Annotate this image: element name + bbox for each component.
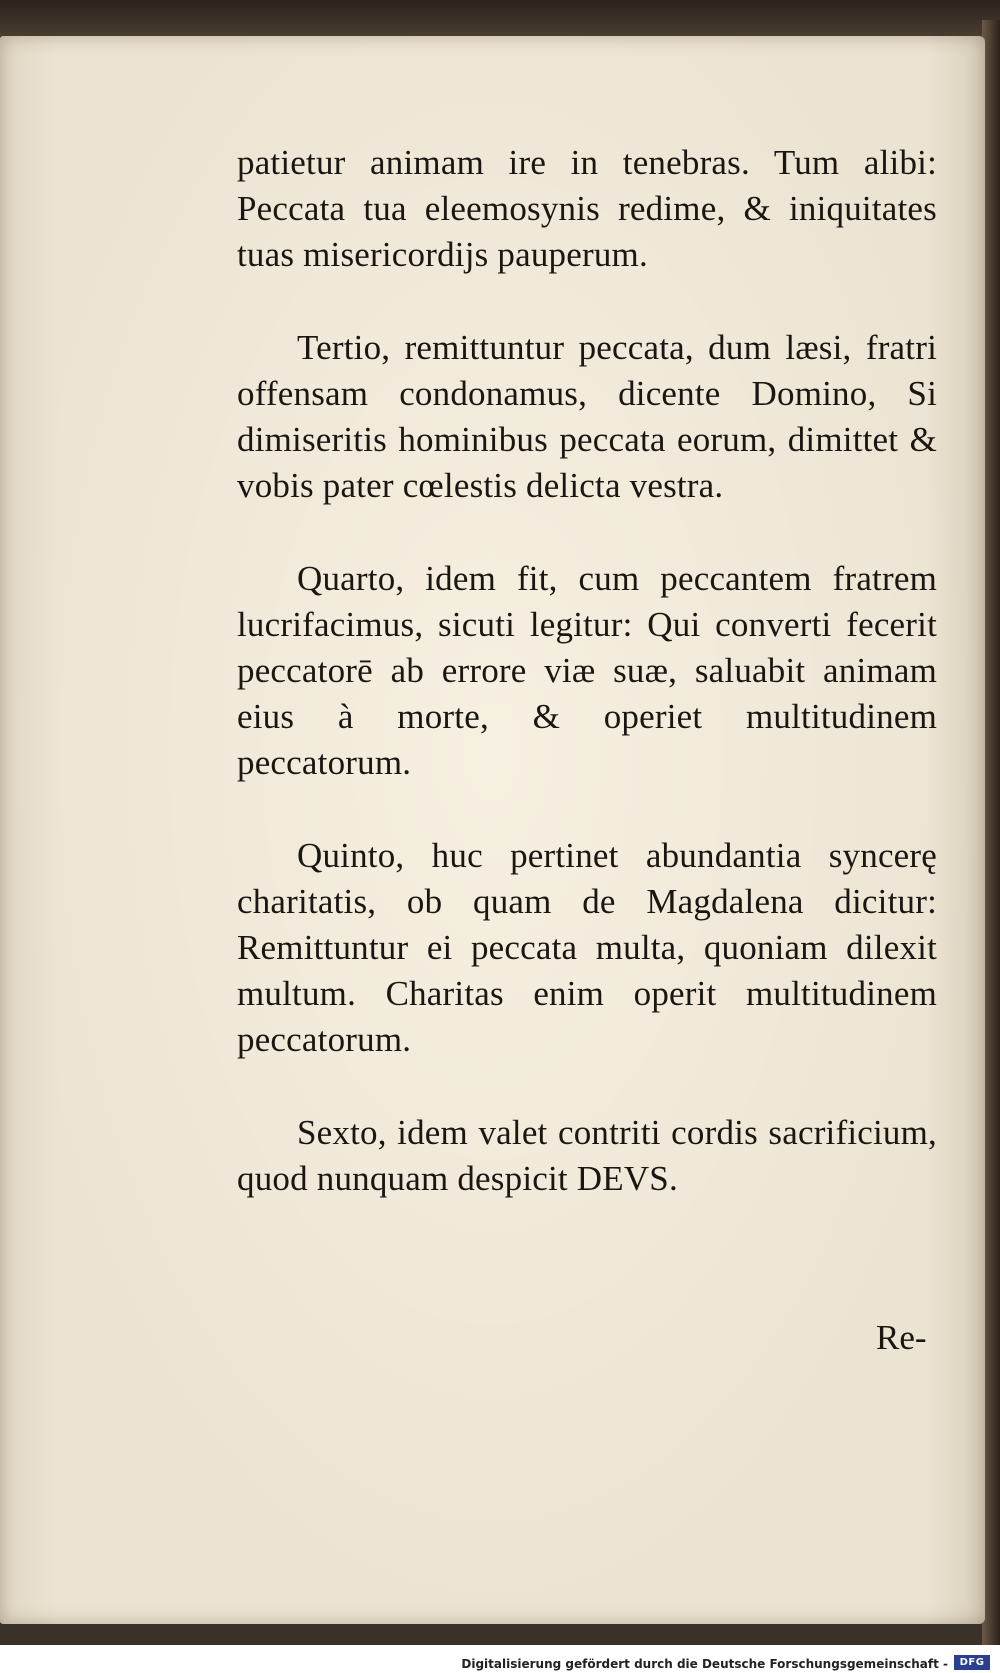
catchword: Re- xyxy=(876,1318,927,1357)
dfg-logo-icon: DFG xyxy=(954,1655,990,1670)
paragraph-5: Sexto, idem valet contriti cordis sacrificium, quod nunquam despicit DEVS. xyxy=(237,1113,937,1198)
paragraph-2: Tertio, remittuntur peccata, dum læsi, fratri offensam condonamus, dicente Domino, Si dimiseritis hominibus peccata eorum, dimittet & vobis pater cœlestis delicta vestra. xyxy=(237,328,937,505)
paragraph-1: patietur animam ire in tenebras. Tum alibi: Peccata tua eleemosynis redime, & iniquitates tuas misericordijs pauperum. xyxy=(237,143,937,274)
paragraph-3: Quarto, idem fit, cum peccantem fratrem lucrifacimus, sicuti legitur: Qui converti fecerit peccatorē ab errore viæ suæ, saluabit animam eius à morte, & operiet multitudinem peccatorum. xyxy=(237,559,937,782)
page-text xyxy=(237,140,937,1249)
funding-credit: Digitalisierung gefördert durch die Deutsche Forschungsgemeinschaft - xyxy=(461,1657,948,1671)
paragraph-4: Quinto, huc pertinet abundantia syncerę charitatis, ob quam de Magdalena dicitur: Remittuntur ei peccata multa, quoniam dilexit multum. Charitas enim operit multitudinem peccatorum. xyxy=(237,836,937,1059)
book-top-edge xyxy=(0,0,1000,38)
